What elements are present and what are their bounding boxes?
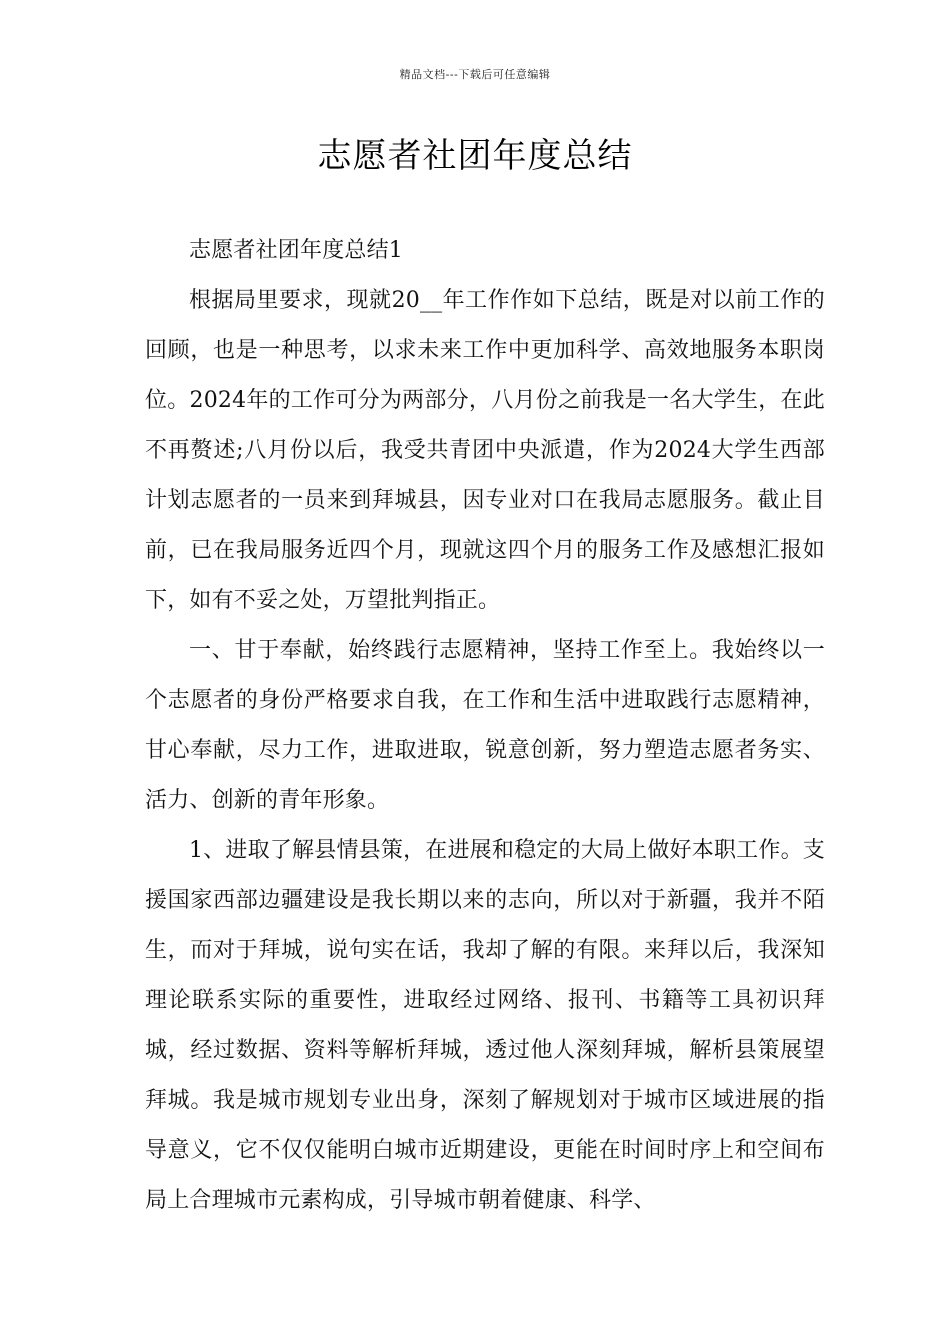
section-heading: 志愿者社团年度总结1 — [189, 238, 403, 263]
body-paragraph: 一、甘于奉献，始终践行志愿精神，坚持工作至上。我始终以一个志愿者的身份严格要求自我，在工作和生活中进取践行志愿精神，甘心奉献，尽力工作，进取进取，锐意创新，努力塑造志愿者务实、活力、创新的青年形象。 — [145, 638, 825, 813]
document-body — [145, 226, 825, 1226]
header-note: 精品文档---下载后可任意编辑 — [399, 68, 551, 81]
body-paragraph: 根据局里要求，现就20__年工作作如下总结，既是对以前工作的回顾，也是一种思考，以求未来工作中更加科学、高效地服务本职岗位。2024年的工作可分为两部分，八月份之前我是一名大学生，在此不再赘述;八月份以后，我受共青团中央派遣，作为2024大学生西部计划志愿者的一员来到拜城县，因专业对口在我局志愿服务。截止目前，已在我局服务近四个月，现就这四个月的服务工作及感想汇报如下，如有不妥之处，万望批判指正。 — [145, 288, 825, 613]
document-title: 志愿者社团年度总结 — [317, 136, 633, 176]
body-paragraph: 1、进取了解县情县策，在进展和稳定的大局上做好本职工作。支援国家西部边疆建设是我长期以来的志向，所以对于新疆，我并不陌生，而对于拜城，说句实在话，我却了解的有限。来拜以后，我深知理论联系实际的重要性，进取经过网络、报刊、书籍等工具初识拜城，经过数据、资料等解析拜城，透过他人深刻拜城，解析县策展望拜城。我是城市规划专业出身，深刻了解规划对于城市区域进展的指导意义，它不仅仅能明白城市近期建设，更能在时间时序上和空间布局上合理城市元素构成，引导城市朝着健康、科学、 — [145, 838, 825, 1213]
